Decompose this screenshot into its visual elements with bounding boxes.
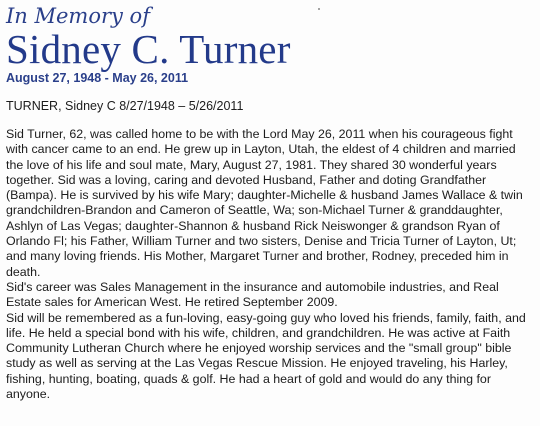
obituary-body — [6, 127, 536, 402]
life-dates: August 27, 1948 - May 26, 2011 — [6, 71, 189, 85]
paragraph-remembrance: Sid will be remembered as a fun-loving, easy-going guy who loved his friends, family, faith, and life. He held a special bond with his wife, children, and grandchildren. He was active at Faith Community Lutheran Church where he enjoyed worship services and the "small group" bible study as well as serving at the Las Vegas Rescue Mission. He enjoyed traveling, his Harley, fishing, hunting, boating, quads & golf. He had a heart of gold and would do any thing for anyone. — [6, 310, 526, 402]
deceased-name: Sidney C. Turner — [6, 26, 291, 72]
paragraph-family: Sid Turner, 62, was called home to be with the Lord May 26, 2011 when his courageous fight with cancer came to an end. He grew up in Layton, Utah, the eldest of 4 children and married the love of his life and soul mate, Mary, August 27, 1981. They shared 30 wonderful years together. Sid was a loving, caring and devoted Husband, Father and doting Grandfather (Bampa). He is survived by his wife Mary; daughter-Michelle & husband James Wallace & twin grandchildren-Brandon and Cameron of Seattle, Wa; son-Michael Turner & granddaughter, Ashlyn of Las Vegas; daughter-Shannon & husband Rick Neiswonger & grandson Ryan of Orlando Fl; his Father, William Turner and two sisters, Denise and Tricia Turner of Layton, Ut; and many loving friends. His Mother, Margaret Turner and brother, Rodney, preceded him in death. — [6, 127, 523, 279]
record-line: TURNER, Sidney C 8/27/1948 – 5/26/2011 — [6, 99, 244, 113]
in-memory-heading: In Memory of — [6, 4, 150, 28]
paragraph-career: Sid's career was Sales Management in the insurance and automobile industries, and Real Estate sales for American West. He retired September 2009. — [6, 279, 499, 310]
scan-speck — [318, 8, 320, 10]
